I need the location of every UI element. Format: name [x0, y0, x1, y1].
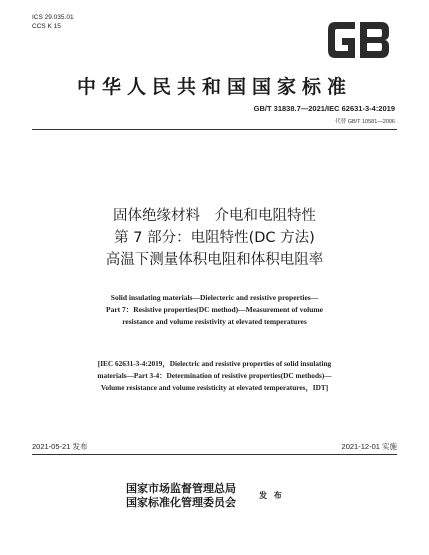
- issuer-line-1: 国家市场监督管理总局: [126, 482, 236, 495]
- implementation-date: 2021-12-01 实施: [341, 442, 397, 451]
- ics-code: ICS 29.035.01: [32, 14, 74, 21]
- iec-note-line-1: [IEC 62631-3-4:2019，Dielectric and resistive properties of solid insulating: [97, 359, 332, 368]
- iec-note-line-3: Volume resistance and volume resisticity at elevated temperatures，IDT]: [100, 383, 329, 392]
- classification-codes: [32, 14, 74, 31]
- iec-equivalence-note: [40, 358, 389, 394]
- publish-date: 2021-05-21 发布: [32, 442, 88, 451]
- english-title: [40, 292, 389, 328]
- replaces-standard: 代替 GB/T 10581—2006: [335, 119, 395, 125]
- standard-number: GB/T 31838.7—2021/IEC 62631-3-4:2019: [253, 104, 395, 113]
- chinese-title-line-1: 固体绝缘材料 介电和电阻特性: [113, 208, 316, 224]
- chinese-title: [0, 205, 429, 271]
- iec-note-line-2: materials—Part 3-4：Determination of resistive properties(DC methods)—: [97, 371, 332, 380]
- issuing-authorities: [126, 482, 236, 510]
- chinese-title-line-3: 高温下测量体积电阻和体积电阻率: [105, 252, 324, 268]
- english-title-line-1: Solid insulating materials—Dielecteric and resistive properties—: [110, 293, 319, 302]
- gb-logo: [325, 16, 393, 64]
- english-title-line-3: resistance and volume resistivity at elevated temperatures: [122, 317, 307, 326]
- bottom-divider: [32, 454, 397, 455]
- issued-label: 发 布: [259, 490, 284, 500]
- ccs-code: CCS K 15: [32, 22, 61, 30]
- issuer-line-2: 国家标准化管理委员会: [126, 496, 236, 509]
- chinese-title-line-2: 第 7 部分：电阻特性(DC 方法): [114, 230, 315, 246]
- standard-type-title: 中华人民共和国国家标准: [76, 76, 352, 98]
- english-title-line-2: Part 7：Resistive properties(DC method)—Measurement of volume: [106, 305, 323, 314]
- top-divider: [32, 129, 397, 130]
